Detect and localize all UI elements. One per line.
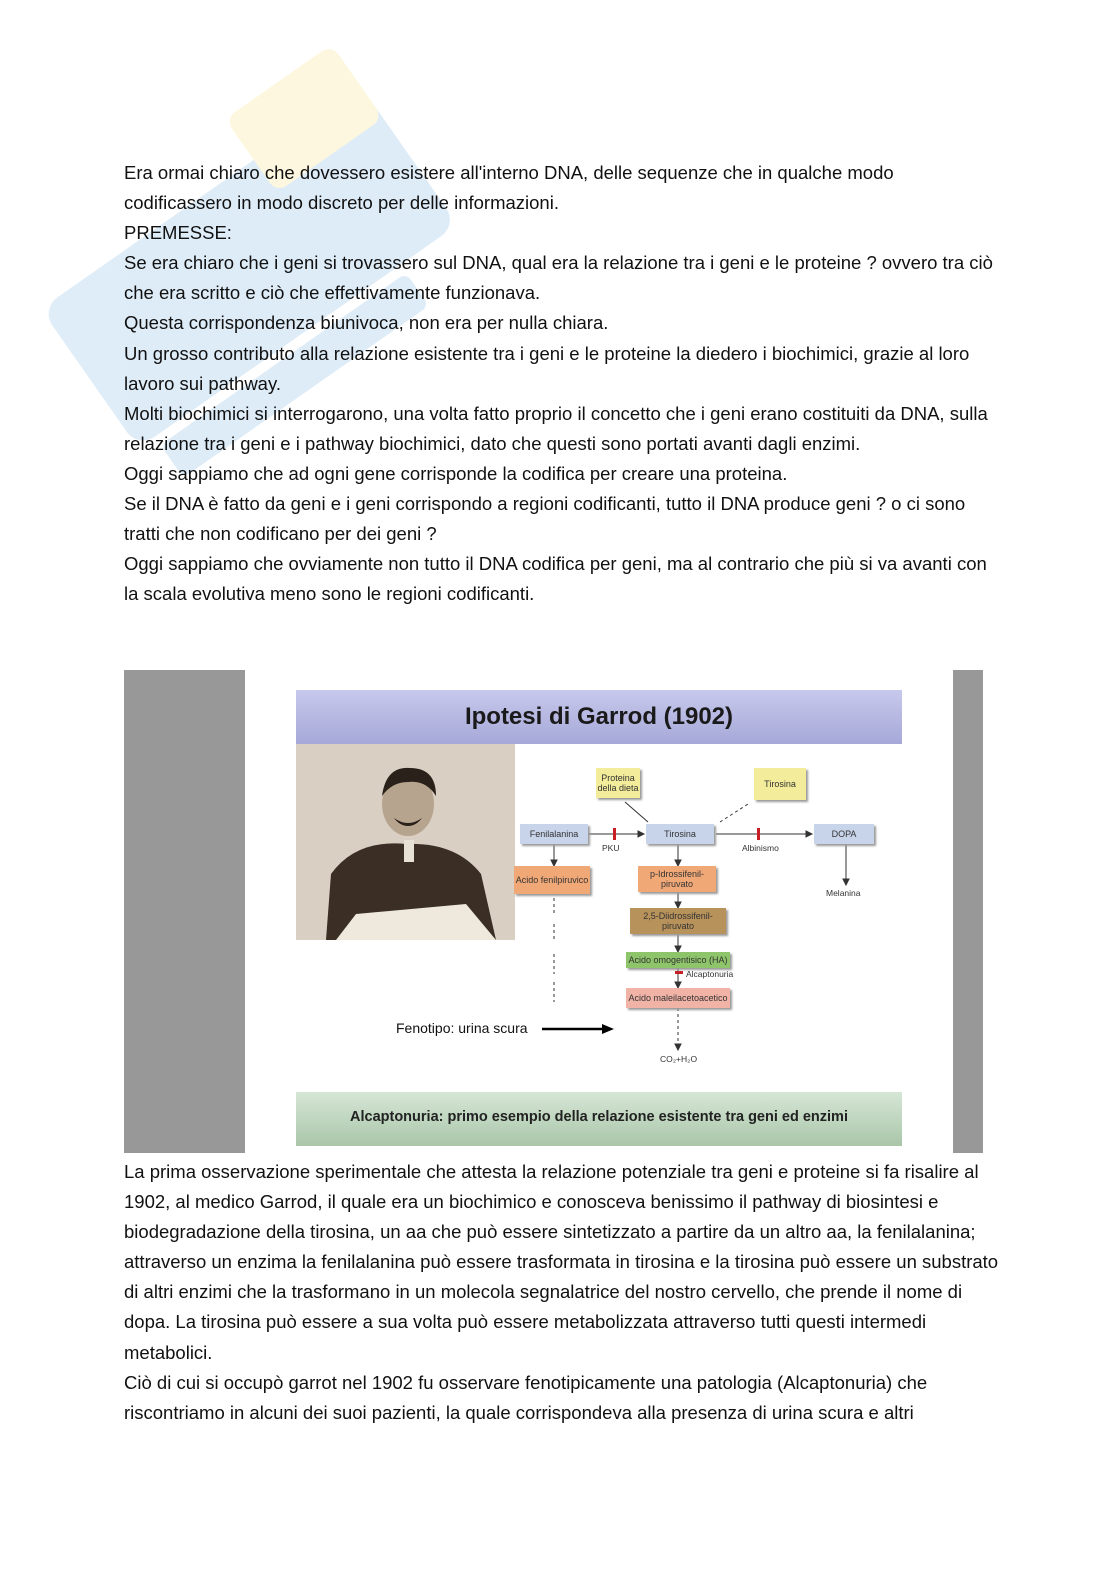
enzyme-block-marker <box>675 971 683 974</box>
arrowhead <box>806 831 812 837</box>
box-fenilalanina: Fenilalanina <box>520 824 588 844</box>
label-pku: PKU <box>602 843 620 853</box>
arrow <box>625 802 648 822</box>
label-co2-h2o: CO₂+H₂O <box>660 1054 698 1064</box>
phenotype-arrow <box>542 1021 616 1037</box>
body-text-bottom <box>124 1157 1004 1428</box>
box-dopa: DOPA <box>814 824 874 844</box>
paragraph: Oggi sappiamo che ad ogni gene corrisponde la codifica per creare una proteina. <box>124 462 788 484</box>
paragraph: Se il DNA è fatto da geni e i geni corrispondo a regioni codificanti, tutto il DNA produce geni ? o ci sono tratti che non codificano per dei geni ? <box>124 493 966 545</box>
metabolic-pathway-diagram <box>510 744 902 1099</box>
box-diidrossifenilpiruvato: 2,5-Diidrossifenil-piruvato <box>630 908 726 934</box>
slide <box>296 690 902 1146</box>
paragraph: Era ormai chiaro che dovessero esistere all'interno DNA, delle sequenze che in qualche modo codificassero in modo discreto per delle informazioni. <box>124 162 894 214</box>
box-tirosina: Tirosina <box>646 824 714 844</box>
figure-border-left <box>124 670 245 1153</box>
phenotype-label: Fenotipo: urina scura <box>396 1020 528 1036</box>
arrowhead <box>843 879 849 885</box>
enzyme-block-marker <box>613 828 616 840</box>
box-acido-fenilpiruvico: Acido fenilpiruvico <box>514 866 590 894</box>
paragraph: Ciò di cui si occupò garrot nel 1902 fu osservare fenotipicamente una patologia (Alcaptonuria) che riscontriamo in alcuni dei suoi pazienti, la quale corrispondeva alla presenza di urina scura e altri <box>124 1371 928 1423</box>
enzyme-block-marker <box>757 828 760 840</box>
arrow <box>720 804 748 822</box>
paragraph: Un grosso contributo alla relazione esistente tra i geni e le proteine la diedero i biochimici, grazie al loro lavoro sui pathway. <box>124 342 970 394</box>
box-tirosina-top: Tirosina <box>754 768 806 800</box>
slide-caption: Alcaptonuria: primo esempio della relazione esistente tra geni ed enzimi <box>296 1092 902 1146</box>
box-proteina-dieta: Proteina della dieta <box>596 768 640 798</box>
label-albinismo: Albinismo <box>742 843 779 853</box>
arrowhead <box>638 831 644 837</box>
body-text-top <box>124 158 1004 609</box>
paragraph: La prima osservazione sperimentale che attesta la relazione potenziale tra geni e proteine si fa risalire al 1902, al medico Garrod, il quale era un biochimico e conosceva benissimo il pathway di biosintesi e biodegradazione della tirosina, un aa che può essere sintetizzato a partire da un altro aa, la fenilalanina; attraverso un enzima la fenilalanina può essere trasformata in tirosina e la tirosina può essere un substrato di altri enzimi che la trasformano in un molecola segnalatrice del nostro cervello, che prende il nome di dopa. La tirosina può essere a sua volta può essere metabolizzata attraverso tutti questi intermedi metabolici. <box>124 1161 999 1363</box>
garrod-figure <box>124 670 983 1153</box>
paragraph: Molti biochimici si interrogarono, una volta fatto proprio il concetto che i geni erano costituiti da DNA, sulla relazione tra i geni e i pathway biochimici, dato che questi sono portati avanti dagli enzimi. <box>124 402 988 454</box>
paragraph: Oggi sappiamo che ovviamente non tutto il DNA codifica per geni, ma al contrario che più si va avanti con la scala evolutiva meno sono le regioni codificanti. <box>124 553 987 605</box>
paragraph: Questa corrispondenza biunivoca, non era per nulla chiara. <box>124 312 609 334</box>
label-alcaptonuria: Alcaptonuria <box>686 969 734 979</box>
box-acido-maleilacetoacetico: Acido maleilacetoacetico <box>626 988 730 1008</box>
paragraph: PREMESSE: <box>124 222 232 244</box>
figure-border-right <box>953 670 983 1153</box>
paragraph: Se era chiaro che i geni si trovassero sul DNA, qual era la relazione tra i geni e le proteine ? ovvero tra ciò che era scritto e ciò che effettivamente funzionava. <box>124 252 993 304</box>
label-melanina: Melanina <box>826 888 861 898</box>
arrowhead <box>675 1044 681 1050</box>
box-idrossifenilpiruvato: p-Idrossifenil-piruvato <box>638 866 716 892</box>
box-acido-omogentisico: Acido omogentisico (HA) <box>626 952 730 968</box>
slide-title: Ipotesi di Garrod (1902) <box>296 690 902 744</box>
garrod-portrait-image <box>296 744 515 940</box>
